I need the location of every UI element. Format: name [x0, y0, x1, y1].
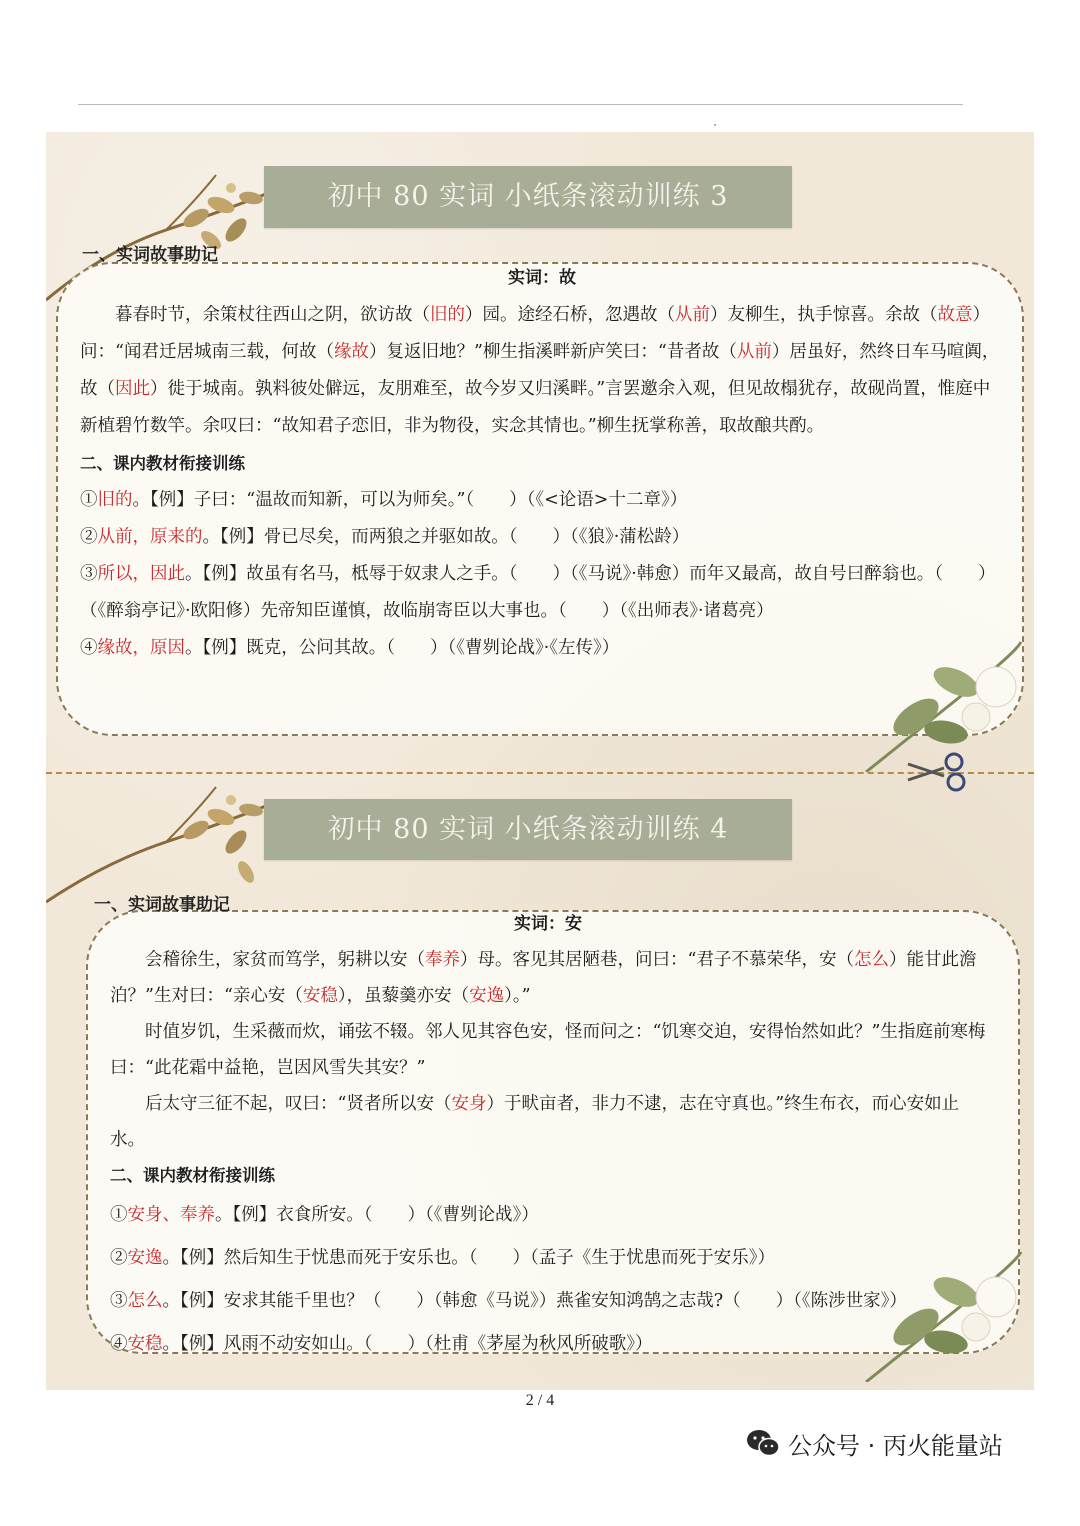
- meaning-highlight: 安身、奉养: [127, 1205, 215, 1225]
- text-run: ）徙于城南。孰料彼处僻远，友朋难至，故今岁又归溪畔。”言罢邀余入观，但见故榻犹存，故砚尚置，惟庭中新植碧竹数竿。余叹曰：“故知君子恋旧，非为物役，实念其情也。”柳生抚掌称善，取故酿共酌。: [80, 379, 991, 436]
- text-run: ）问：“闻君迁居城南三载，何故（: [80, 305, 990, 362]
- meaning-highlight: 旧的: [97, 490, 133, 510]
- meaning-highlight: 安逸: [127, 1248, 163, 1268]
- story-paragraph: [80, 297, 1004, 445]
- meaning-highlight: 故意: [937, 305, 973, 325]
- text-run: ①: [110, 1205, 128, 1225]
- card-content: [80, 260, 1004, 667]
- meaning-highlight: 因此: [115, 379, 150, 399]
- story-paragraph: [110, 1014, 986, 1086]
- text-run: ）园。途经石桥，忽遇故（: [465, 305, 675, 325]
- card-4: [46, 772, 1034, 1390]
- meaning-highlight: 旧的: [430, 305, 465, 325]
- card-title: 初中 80 实词 小纸条滚动训练 3: [264, 166, 792, 228]
- keyword-title: 实词：安: [514, 914, 582, 934]
- section-heading-2: 二、课内教材衔接训练: [80, 454, 245, 473]
- text-run: ）复返旧地？”柳生指溪畔新庐笑曰：“昔者故（: [368, 342, 737, 362]
- text-run: ）能甘此澹泊？”生对曰：“亲心安（: [110, 950, 977, 1006]
- meaning-highlight: 安逸: [469, 986, 505, 1006]
- text-run: ③: [80, 564, 98, 584]
- text-run: ）。”: [504, 986, 531, 1006]
- card-title: 初中 80 实词 小纸条滚动训练 4: [264, 799, 792, 860]
- meaning-highlight: 安稳: [127, 1334, 163, 1354]
- footer-text: 公众号 · 丙火能量站: [788, 1431, 1003, 1460]
- card-3: [46, 132, 1034, 772]
- text-run: 后太守三征不起，叹曰：“贤者所以安（: [145, 1094, 452, 1114]
- exercise-item: [80, 482, 1004, 519]
- section-heading: 一、实词故事助记: [94, 895, 230, 915]
- story-paragraph: [110, 942, 986, 1014]
- section-heading-2: 二、课内教材衔接训练: [110, 1166, 275, 1185]
- text-run: ）友柳生，执手惊喜。余故（: [710, 305, 938, 325]
- worksheet-paper: [46, 132, 1034, 1390]
- story-text: [110, 942, 986, 1158]
- text-run: 。【例】子曰：“温故而知新，可以为师矣。”（ ）（《<论语>十二章》）: [132, 490, 688, 510]
- text-run: 。【例】既克，公问其故。（ ）（《曹刿论战》·《左传》）: [185, 638, 620, 658]
- story-paragraph: [110, 1086, 986, 1158]
- meaning-highlight: 从前: [675, 305, 710, 325]
- meaning-highlight: 奉养: [425, 950, 460, 970]
- meaning-highlight: 从前: [736, 342, 772, 362]
- text-run: ④: [80, 638, 98, 658]
- text-run: 。【例】风雨不动安如山。（ ）（杜甫《茅屋为秋风所破歌》）: [162, 1334, 653, 1354]
- exercise-item: [110, 1194, 986, 1237]
- text-run: 。【例】骨已尽矣，而两狼之并驱如故。（ ）（《狼》·蒲松龄）: [202, 527, 690, 547]
- text-run: ④: [110, 1334, 128, 1354]
- flower-icon: [846, 622, 1026, 772]
- meaning-highlight: 缘故: [333, 342, 369, 362]
- text-run: ②: [110, 1248, 128, 1268]
- flower-icon: [846, 1232, 1026, 1382]
- text-run: ）于畎亩者，非力不逮，志在守真也。”终生布衣，而心安如止水。: [110, 1094, 960, 1150]
- exercise-item: [80, 556, 1004, 630]
- meaning-highlight: 从前，原来的: [97, 527, 203, 547]
- meaning-highlight: 安稳: [302, 986, 338, 1006]
- exercise-item: [80, 519, 1004, 556]
- keyword-title: 实词：故: [508, 268, 576, 288]
- text-run: 。【例】然后知生于忧患而死于安乐也。（ ）（孟子《生于忧患而死于安乐》）: [162, 1248, 775, 1268]
- text-run: 。【例】安求其能千里也？（ ）（韩愈《马说》）燕雀安知鸿鹄之志哉?（ ）（《陈涉世家》）: [162, 1291, 907, 1311]
- text-run: 时值岁饥，生采薇而炊，诵弦不辍。邻人见其容色安，怪而问之：“饥寒交迫，安得怡然如此？”生指庭前寒梅曰：“此花霜中益艳，岂因风雪失其安？”: [110, 1022, 986, 1078]
- wechat-icon: [746, 1428, 780, 1458]
- text-run: ③: [110, 1291, 128, 1311]
- meaning-highlight: 缘故，原因: [97, 638, 185, 658]
- meaning-highlight: 安身: [451, 1094, 487, 1114]
- text-run: 会稽徐生，家贫而笃学，躬耕以安（: [145, 950, 425, 970]
- section-heading: 一、实词故事助记: [82, 245, 218, 265]
- page-number: 2 / 4: [525, 1392, 555, 1409]
- text-run: ①: [80, 490, 98, 510]
- text-run: ）居虽好，然终日车马喧阗，故（: [80, 342, 1000, 399]
- story-text: [80, 297, 1004, 445]
- top-rule: [78, 104, 963, 105]
- text-run: 。【例】衣食所安。（ ）（《曹刿论战》）: [215, 1205, 539, 1225]
- text-run: ②: [80, 527, 98, 547]
- dot-mark: [714, 124, 716, 126]
- meaning-highlight: 怎么: [853, 950, 889, 970]
- text-run: ）母。客见其居陋巷，问曰：“君子不慕荣华，安（: [460, 950, 854, 970]
- text-run: 。【例】故虽有名马，柢辱于奴隶人之手。（ ）（《马说》·韩愈）而年又最高，故自号曰醉翁也。（ ）（《醉翁亭记》·欧阳修）先帝知臣谨慎，故临崩寄臣以大事也。（ ）（《出师表》·诸葛亮）: [80, 564, 996, 621]
- footer-source: [746, 1423, 1003, 1463]
- meaning-highlight: 怎么: [127, 1291, 163, 1311]
- meaning-highlight: 所以，因此: [97, 564, 185, 584]
- text-run: ），虽藜羹亦安（: [337, 986, 470, 1006]
- text-run: 暮春时节，余策杖往西山之阴，欲访故（: [115, 305, 430, 325]
